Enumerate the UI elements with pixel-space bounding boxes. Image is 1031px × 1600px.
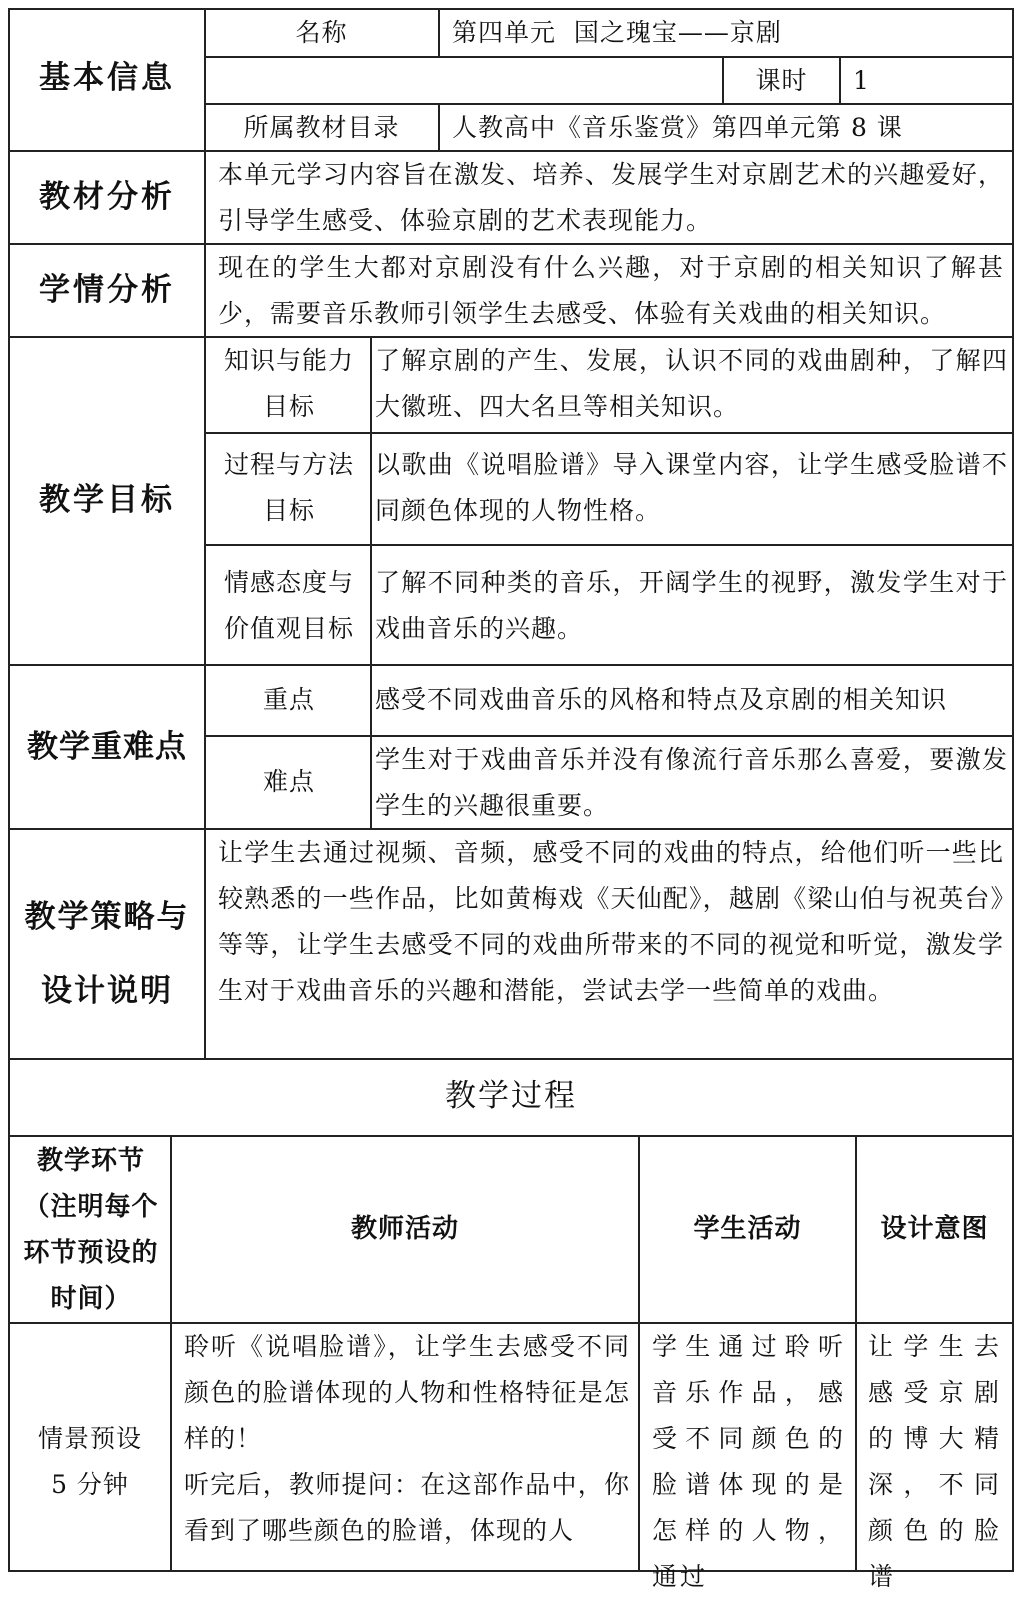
hours-label: 课时 [755, 66, 808, 95]
rule-process-col-1 [170, 1135, 172, 1572]
name-value: 第四单元 国之瑰宝——京剧 [452, 18, 782, 47]
rule-strategy-end [8, 1058, 1014, 1060]
stage-time: 5 分钟 [51, 1470, 129, 1499]
rule-basic-name-col [438, 8, 440, 58]
objective-text-knowledge: 了解京剧的产生、发展，认识不同的戏曲剧种，了解四大徽班、四大名旦等相关知识。 [375, 346, 1008, 421]
rule-process-col-2 [638, 1135, 640, 1572]
process-header-student: 学生活动 [693, 1214, 802, 1244]
student-activity: 学生通过聆听音乐作品，感受不同颜色的脸谱体现的是怎样的人物，通过 [652, 1332, 846, 1591]
objective-text-process: 以歌曲《说唱脸谱》导入课堂内容，让学生感受脸谱不同颜色体现的人物性格。 [375, 450, 1008, 525]
rule-basic-catalog-col [438, 103, 440, 152]
difficulty-label: 难点 [262, 767, 315, 796]
rule-objectives-end [8, 664, 1014, 666]
process-header-teacher: 教师活动 [350, 1214, 459, 1244]
strategy-heading: 教学策略与设计说明 [24, 899, 190, 1009]
objective-label-emotion: 情感态度与价值观目标 [223, 568, 354, 643]
rule-process-col-3 [855, 1135, 857, 1572]
design-intent: 让学生去感受京剧的博大精深，不同颜色的脸谱 [868, 1332, 1002, 1591]
strategy-text: 让学生去通过视频、音频，感受不同的戏曲的特点，给他们听一些比较熟悉的一些作品，比如黄梅戏《天仙配》，越剧《梁山伯与祝英台》等等，让学生去感受不同的戏曲所带来的不同的视觉和听觉，激发学生对于戏曲音乐的兴趣和潜能，尝试去学一些简单的戏曲。 [218, 838, 1004, 1005]
catalog-value: 人教高中《音乐鉴赏》第四单元第 8 课 [452, 113, 903, 142]
objectives-heading: 教学目标 [39, 482, 175, 518]
rule-left [8, 8, 10, 1572]
rule-process-title-end [8, 1135, 1014, 1137]
objective-label-process: 过程与方法目标 [223, 450, 354, 525]
process-header-stage: 教学环节（注明每个环节预设的时间） [23, 1146, 159, 1314]
teacher-activity-intro: 聆听《说唱脸谱》，让学生去感受不同颜色的脸谱体现的人物和性格特征是怎样的！ [184, 1332, 630, 1453]
rule-objective-1 [205, 432, 1014, 434]
rule-label-col [204, 8, 206, 1060]
catalog-label: 所属教材目录 [243, 113, 400, 142]
stage-name: 情景预设 [37, 1424, 142, 1453]
key-point-label: 重点 [262, 685, 315, 714]
material-analysis-heading: 教材分析 [39, 179, 175, 215]
difficulty-text: 学生对于戏曲音乐并没有像流行音乐那么喜爱，要激发学生的兴趣很重要。 [375, 745, 1008, 820]
objective-label-knowledge: 知识与能力目标 [223, 346, 354, 421]
student-analysis-text: 现在的学生大都对京剧没有什么兴趣，对于京剧的相关知识了解甚少，需要音乐教师引领学生去感受、体验有关戏曲的相关知识。 [218, 253, 1004, 328]
process-header-intent: 设计意图 [880, 1214, 989, 1244]
key-points-heading: 教学重难点 [27, 729, 187, 765]
rule-right [1012, 8, 1014, 1572]
rule-objective-2 [205, 544, 1014, 546]
basic-info-heading: 基本信息 [39, 60, 175, 96]
rule-sublabel-col [370, 336, 372, 830]
student-analysis-heading: 学情分析 [39, 272, 175, 308]
hours-value: 1 [853, 66, 870, 95]
process-title: 教学过程 [445, 1078, 577, 1114]
material-analysis-text: 本单元学习内容旨在激发、培养、发展学生对京剧艺术的兴趣爱好，引导学生感受、体验京剧的艺术表现能力。 [218, 160, 1004, 235]
rule-bottom [8, 1570, 1014, 1572]
teacher-activity-question: 听完后，教师提问：在这部作品中，你看到了哪些颜色的脸谱，体现的人 [184, 1470, 630, 1545]
key-point-text: 感受不同戏曲音乐的风格和特点及京剧的相关知识 [375, 685, 948, 714]
rule-basic-hours-right [839, 56, 841, 105]
objective-text-emotion: 了解不同种类的音乐，开阔学生的视野，激发学生对于戏曲音乐的兴趣。 [375, 568, 1008, 643]
name-label: 名称 [295, 18, 348, 47]
